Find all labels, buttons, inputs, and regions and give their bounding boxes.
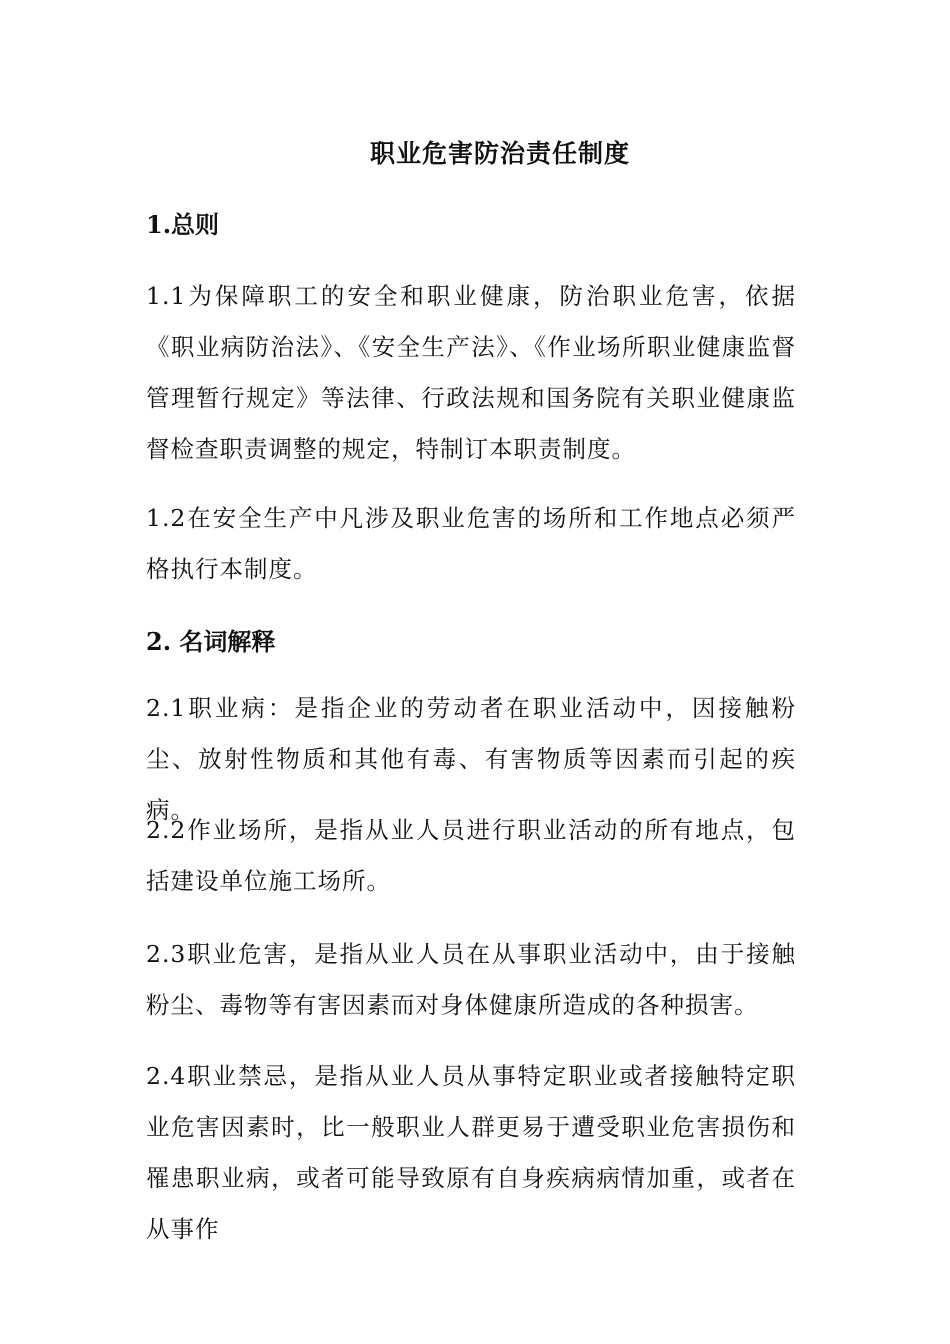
document-title: 职业危害防治责任制度: [369, 139, 630, 168]
paragraph-2-2: 2.2作业场所，是指从业人员进行职业活动的所有地点，包括建设单位施工场所。: [146, 816, 796, 895]
paragraph-2-4: 2.4职业禁忌，是指从业人员从事特定职业或者接触特定职业危害因素时，比一般职业人群更易于遭受职业危害损伤和罹患职业病，或者可能导致原有自身疾病病情加重，或者在从事作: [146, 1062, 796, 1243]
section-heading-definitions: 2. 名词解释: [146, 627, 276, 656]
section-heading-general: 1.总则: [146, 210, 220, 239]
paragraph-1-2: 1.2在安全生产中凡涉及职业危害的场所和工作地点必须严格执行本制度。: [146, 504, 796, 583]
paragraph-1-1: 1.1为保障职工的安全和职业健康，防治职业危害，依据《职业病防治法》、《安全生产法》、《作业场所职业健康监督管理暂行规定》等法律、行政法规和国务院有关职业健康监督检查职责调整的规定，特制订本职责制度。: [146, 282, 796, 463]
paragraph-2-3: 2.3职业危害，是指从业人员在从事职业活动中，由于接触粉尘、毒物等有害因素而对身体健康所造成的各种损害。: [146, 940, 796, 1019]
paragraph-2-1: 2.1职业病：是指企业的劳动者在职业活动中，因接触粉尘、放射性物质和其他有毒、有害物质等因素而引起的疾病。: [146, 694, 796, 824]
